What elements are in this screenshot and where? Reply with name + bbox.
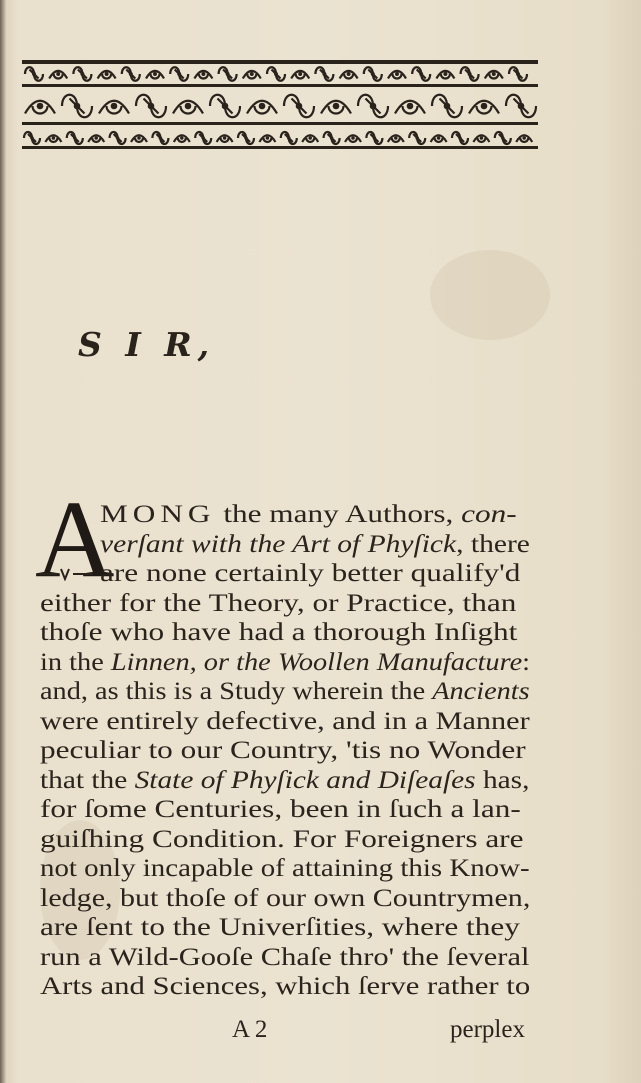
paper-stain (430, 250, 550, 340)
line-text: not only incapable of attaining this Know- (40, 855, 530, 882)
text-line (40, 795, 521, 825)
line-text: either for the Theory, or Practice, than (40, 590, 517, 617)
line-text: , there (456, 531, 530, 558)
line-text: peculiar to our Country, 'tis no Wonder (40, 737, 526, 764)
text-line (40, 972, 530, 1002)
line-text: and, as this is a Study wherein the (40, 678, 433, 705)
page-gutter (0, 0, 6, 1083)
text-line (40, 913, 520, 943)
line-text: run a Wild-Gooſe Chaſe thro' the ſeveral (40, 944, 530, 971)
text-line (40, 766, 529, 796)
line-text: that the (40, 767, 135, 794)
small-caps-word: MONG (100, 501, 216, 528)
ornament-headpiece (22, 58, 538, 150)
italic-text: Linnen, or the Woollen Manufacture (110, 649, 523, 676)
line-text: Arts and Sciences, which ſerve rather to (40, 973, 531, 1000)
text-line (40, 884, 530, 914)
text-line (40, 618, 517, 648)
italic-text: Ancients (432, 678, 530, 705)
line-text: are ſent to the Univerſities, where they (40, 914, 520, 941)
line-text: were entirely defective, and in a Manner (40, 708, 530, 735)
italic-text: State of Phyſick and Diſeaſes (134, 767, 476, 794)
text-line (40, 943, 529, 973)
italic-text: con- (461, 501, 517, 528)
text-line (40, 825, 523, 855)
text-line (100, 500, 517, 530)
text-line (40, 736, 526, 766)
line-text: ledge, but thoſe of our own Countrymen, (40, 885, 531, 912)
line-text: in the (40, 649, 111, 676)
text-line (100, 530, 530, 560)
text-line (40, 677, 530, 707)
text-line (40, 707, 530, 737)
line-text: has, (475, 767, 530, 794)
line-text: for ſome Centuries, been in ſuch a lan- (40, 796, 521, 823)
drop-cap-flourish (33, 567, 97, 581)
italic-text: verſant with the Art of Phyſick (100, 531, 457, 558)
text-line (40, 854, 530, 884)
signature-mark: A 2 (232, 1016, 268, 1043)
drop-cap: A (35, 478, 115, 600)
line-text: guiſhing Condition. For Foreigners are (40, 826, 524, 853)
line-text: the many Authors, (215, 501, 462, 528)
line-text: : (522, 649, 531, 676)
text-line (40, 648, 530, 678)
text-line (40, 589, 516, 619)
catchword: perplex (450, 1016, 525, 1043)
salutation: S I R, (78, 325, 216, 364)
line-text: are none certainly better qualify'd (100, 560, 521, 587)
text-line (100, 559, 520, 589)
line-text: thoſe who have had a thorough Inſight (40, 619, 518, 646)
